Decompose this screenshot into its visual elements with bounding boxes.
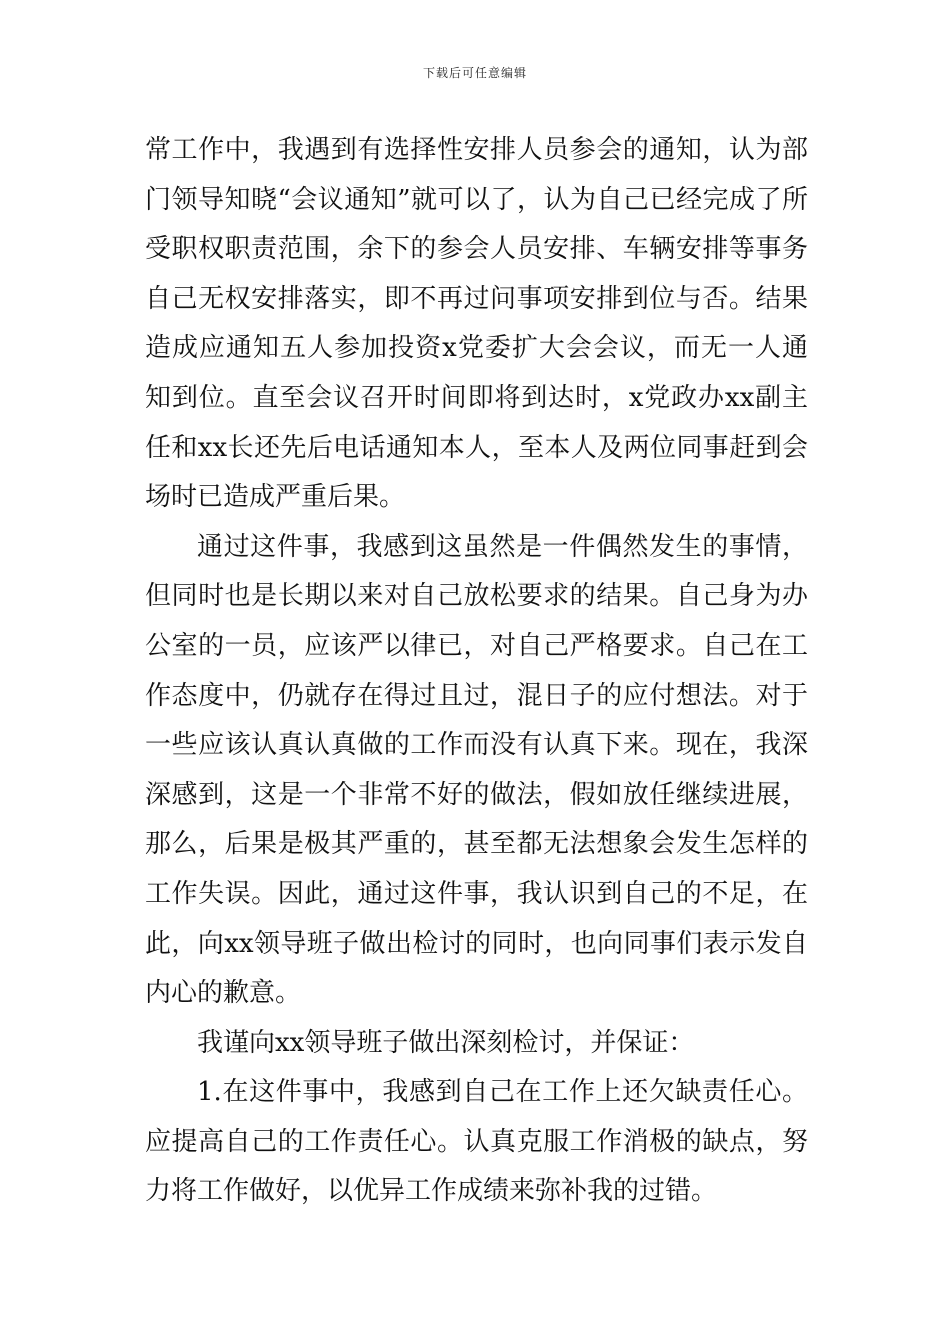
- document-body: [145, 126, 808, 1217]
- paragraph-reflection: 通过这件事，我感到这虽然是一件偶然发生的事情，但同时也是长期以来对自己放松要求的结果。自己身为办公室的一员，应该严以律已，对自己严格要求。自己在工作态度中，仍就存在得过且过，混日子的应付想法。对于一些应该认真认真做的工作而没有认真下来。现在，我深深感到，这是一个非常不好的做法，假如放任继续进展，那么，后果是极其严重的，甚至都无法想象会发生怎样的工作失误。因此，通过这件事，我认识到自己的不足，在此，向xx领导班子做出检讨的同时，也向同事们表示发自内心的歉意。: [145, 531, 808, 1009]
- paragraph-pledge-item-1: 1.在这件事中，我感到自己在工作上还欠缺责任心。应提高自己的工作责任心。认真克服工作消极的缺点，努力将工作做好，以优异工作成绩来弥补我的过错。: [145, 1077, 808, 1207]
- paragraph-continuation: 常工作中，我遇到有选择性安排人员参会的通知，认为部门领导知晓“会议通知”就可以了，认为自己已经完成了所受职权职责范围，余下的参会人员安排、车辆安排等事务自己无权安排落实，即不再过问事项安排到位与否。结果造成应通知五人参加投资x党委扩大会会议，而无一人通知到位。直至会议召开时间即将到达时，x党政办xx副主任和xx长还先后电话通知本人，至本人及两位同事赶到会场时已造成严重后果。: [145, 135, 808, 513]
- paragraph-pledge-intro: 我谨向xx领导班子做出深刻检讨，并保证：: [197, 1027, 695, 1058]
- page-header: 下载后可任意编辑: [422, 66, 527, 80]
